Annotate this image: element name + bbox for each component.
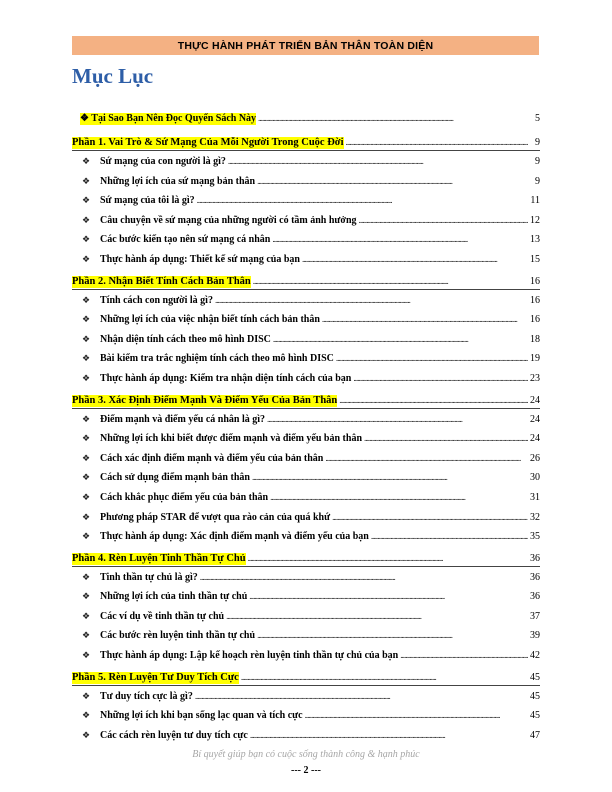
toc-entry-label: Thực hành áp dụng: Kiểm tra nhận diện tính cách của bạn bbox=[100, 372, 352, 384]
toc-page-number: 42 bbox=[530, 650, 540, 662]
toc-entry-label: Những lợi ích của tinh thần tự chủ bbox=[100, 591, 248, 603]
dot-leader bbox=[257, 175, 528, 188]
toc-page-number: 24 bbox=[530, 394, 540, 406]
diamond-bullet-icon: ❖ bbox=[82, 492, 91, 503]
toc-entry-label: Những lợi ích khi bạn sống lạc quan và tích cực bbox=[100, 710, 303, 722]
diamond-bullet-icon: ❖ bbox=[82, 176, 91, 187]
toc-page-number: 30 bbox=[530, 472, 540, 484]
toc-page-number: 45 bbox=[530, 710, 540, 722]
toc-page-number: 24 bbox=[530, 433, 540, 445]
dot-leader bbox=[241, 671, 528, 684]
dot-leader bbox=[253, 275, 528, 288]
toc-entry-label: Các cách rèn luyện tư duy tích cực bbox=[100, 729, 248, 741]
diamond-bullet-icon: ❖ bbox=[82, 414, 91, 425]
toc-entry[interactable] bbox=[72, 467, 540, 487]
toc-page-number: 45 bbox=[530, 690, 540, 702]
toc-page-number: 36 bbox=[530, 591, 540, 603]
toc-entry[interactable] bbox=[72, 725, 540, 745]
toc-entry[interactable] bbox=[72, 526, 540, 546]
toc-entry[interactable] bbox=[72, 606, 540, 626]
dot-leader bbox=[252, 471, 528, 484]
dot-leader bbox=[302, 253, 528, 266]
dot-leader bbox=[371, 530, 528, 543]
diamond-bullet-icon: ❖ bbox=[82, 334, 91, 345]
dot-leader bbox=[226, 610, 528, 623]
toc-entry[interactable] bbox=[72, 409, 540, 429]
dot-leader bbox=[346, 136, 528, 149]
toc-entry-label: Những lợi ích khi biết được điểm mạnh và điểm yếu bản thân bbox=[100, 433, 363, 445]
toc-entry[interactable] bbox=[72, 249, 540, 269]
dot-leader bbox=[258, 112, 528, 125]
diamond-bullet-icon: ❖ bbox=[82, 235, 91, 246]
toc-entry[interactable] bbox=[72, 507, 540, 527]
toc-page-number: 9 bbox=[535, 137, 540, 148]
dot-leader bbox=[250, 729, 528, 742]
toc-entry[interactable] bbox=[72, 567, 540, 587]
toc-page-number: 19 bbox=[530, 353, 540, 365]
dot-leader bbox=[270, 491, 528, 504]
toc-part-label: Phần 5. Rèn Luyện Tư Duy Tích Cực bbox=[72, 671, 239, 683]
toc-page-number: 15 bbox=[530, 253, 540, 265]
toc-part-1[interactable] bbox=[72, 130, 540, 152]
toc-entry-label: Các bước rèn luyện tinh thần tự chủ bbox=[100, 630, 256, 642]
dot-leader bbox=[273, 333, 528, 346]
toc-entry-label: Cách xác định điểm mạnh và điểm yếu của bản thân bbox=[100, 452, 324, 464]
toc-part-4[interactable] bbox=[72, 546, 540, 568]
toc-entry-label: Các bước kiến tạo nên sứ mạng cá nhân bbox=[100, 234, 271, 246]
toc-entry-label: Phương pháp STAR để vượt qua rào cản của quá khứ bbox=[100, 511, 331, 523]
toc-page-number: 16 bbox=[530, 275, 540, 287]
toc-entry-label: Điểm mạnh và điểm yếu cá nhân là gì? bbox=[100, 413, 266, 425]
header-title: THỰC HÀNH PHÁT TRIỂN BẢN THÂN TOÀN DIỆN bbox=[177, 39, 434, 52]
dot-leader bbox=[228, 155, 528, 168]
toc-entry-label: ❖ Tại Sao Bạn Nên Đọc Quyển Sách Này bbox=[80, 113, 257, 124]
toc-page-number: 9 bbox=[535, 175, 540, 187]
diamond-bullet-icon: ❖ bbox=[82, 157, 91, 167]
toc-entry-label: Tinh thần tự chủ là gì? bbox=[100, 571, 198, 583]
diamond-bullet-icon: ❖ bbox=[82, 631, 91, 642]
toc-entry[interactable] bbox=[72, 448, 540, 468]
dot-leader bbox=[257, 629, 528, 642]
diamond-bullet-icon: ❖ bbox=[82, 711, 91, 722]
toc-page-number: 18 bbox=[530, 333, 540, 345]
dot-leader bbox=[305, 709, 528, 722]
dot-leader bbox=[215, 294, 528, 307]
toc-entry-label: Câu chuyện về sứ mạng của những người có tầm ảnh hưởng bbox=[100, 214, 357, 226]
toc-entry-label: Thực hành áp dụng: Xác định điểm mạnh và điểm yếu của bạn bbox=[100, 531, 369, 543]
toc-entry-label: Thực hành áp dụng: Lập kế hoạch rèn luyện tinh thần tự chủ của bạn bbox=[100, 650, 399, 662]
toc-entry[interactable] bbox=[72, 625, 540, 645]
diamond-bullet-icon: ❖ bbox=[82, 434, 91, 445]
toc-page-number: 36 bbox=[530, 552, 540, 564]
toc-page-number: 11 bbox=[530, 195, 540, 207]
toc-page-number: 9 bbox=[535, 156, 540, 167]
toc-entry[interactable] bbox=[72, 290, 540, 310]
toc-page-number: 5 bbox=[535, 113, 540, 124]
toc-entry-label: Sứ mạng của con người là gì? bbox=[100, 156, 226, 167]
toc-entry[interactable] bbox=[72, 705, 540, 725]
toc-page-number: 39 bbox=[530, 630, 540, 642]
dot-leader bbox=[197, 194, 528, 207]
diamond-bullet-icon: ❖ bbox=[82, 373, 91, 384]
toc-part-2[interactable] bbox=[72, 269, 540, 291]
toc-page-number: 24 bbox=[530, 413, 540, 425]
footer-page-number: --- 2 --- bbox=[291, 765, 321, 776]
dot-leader bbox=[339, 394, 528, 407]
toc-entry[interactable] bbox=[72, 210, 540, 230]
dot-leader bbox=[353, 372, 528, 385]
diamond-bullet-icon: ❖ bbox=[82, 354, 91, 365]
diamond-bullet-icon: ❖ bbox=[82, 254, 91, 265]
toc-page-number: 13 bbox=[530, 234, 540, 246]
diamond-bullet-icon: ❖ bbox=[80, 113, 92, 124]
diamond-bullet-icon: ❖ bbox=[82, 532, 91, 543]
toc-page-number: 37 bbox=[530, 610, 540, 622]
toc-entry[interactable] bbox=[72, 229, 540, 249]
toc-page-number: 45 bbox=[530, 671, 540, 683]
dot-leader bbox=[364, 432, 528, 445]
diamond-bullet-icon: ❖ bbox=[82, 730, 91, 741]
dot-leader bbox=[267, 413, 528, 426]
toc-entry-label: Các ví dụ về tinh thần tự chủ bbox=[100, 610, 225, 622]
toc-entry-label: Những lợi ích của việc nhận biết tính cách bản thân bbox=[100, 314, 320, 326]
toc-entry-intro[interactable] bbox=[72, 108, 540, 130]
diamond-bullet-icon: ❖ bbox=[82, 215, 91, 226]
toc-page-number: 35 bbox=[530, 531, 540, 543]
diamond-bullet-icon: ❖ bbox=[82, 295, 91, 306]
toc-entry[interactable] bbox=[72, 309, 540, 329]
diamond-bullet-icon: ❖ bbox=[82, 691, 91, 702]
toc-entry[interactable] bbox=[72, 428, 540, 448]
toc-page-number: 16 bbox=[530, 294, 540, 306]
diamond-bullet-icon: ❖ bbox=[82, 473, 91, 484]
dot-leader bbox=[325, 452, 528, 465]
dot-leader bbox=[359, 214, 528, 227]
footer-text: Bí quyết giúp bạn có cuộc sống thành công & hạnh phúc bbox=[192, 749, 420, 760]
toc-entry[interactable] bbox=[72, 368, 540, 388]
toc-title: Mục Lục bbox=[72, 64, 154, 88]
toc-entry-label: Thực hành áp dụng: Thiết kế sứ mạng của bạn bbox=[100, 253, 300, 265]
toc-page-number: 47 bbox=[530, 729, 540, 741]
diamond-bullet-icon: ❖ bbox=[82, 611, 91, 622]
toc-entry-label: Cách khắc phục điểm yếu của bản thân bbox=[100, 491, 269, 503]
toc-page-number: 16 bbox=[530, 314, 540, 326]
diamond-bullet-icon: ❖ bbox=[82, 572, 91, 583]
toc-page-number: 23 bbox=[530, 372, 540, 384]
toc-entry-label: Tư duy tích cực là gì? bbox=[100, 690, 193, 702]
toc-page-number: 12 bbox=[530, 214, 540, 226]
toc-entry[interactable] bbox=[72, 645, 540, 665]
toc-part-5[interactable] bbox=[72, 665, 540, 687]
dot-leader bbox=[272, 233, 528, 246]
dot-leader bbox=[336, 352, 528, 365]
toc-part-label: Phần 4. Rèn Luyện Tinh Thần Tự Chủ bbox=[72, 552, 246, 564]
page-header bbox=[72, 36, 539, 55]
toc-entry[interactable] bbox=[72, 171, 540, 191]
toc-entry-label: Tính cách con người là gì? bbox=[100, 294, 213, 306]
toc-page-number: 36 bbox=[530, 571, 540, 583]
toc-entry-label: Sứ mạng của tôi là gì? bbox=[100, 195, 195, 207]
dot-leader bbox=[195, 690, 528, 703]
toc-entry[interactable] bbox=[72, 686, 540, 706]
diamond-bullet-icon: ❖ bbox=[82, 592, 91, 603]
toc-page-number: 26 bbox=[530, 452, 540, 464]
toc-entry[interactable] bbox=[72, 151, 540, 171]
toc-part-3[interactable] bbox=[72, 388, 540, 410]
diamond-bullet-icon: ❖ bbox=[82, 512, 91, 523]
dot-leader bbox=[332, 511, 528, 524]
toc-entry-label: Cách sử dụng điểm mạnh bản thân bbox=[100, 472, 250, 484]
toc-entry-label: Nhận diện tính cách theo mô hình DISC bbox=[100, 333, 271, 345]
dot-leader bbox=[400, 649, 528, 662]
toc-entry-label: Những lợi ích của sứ mạng bản thân bbox=[100, 175, 256, 187]
table-of-contents bbox=[72, 108, 540, 744]
dot-leader bbox=[249, 590, 528, 603]
toc-entry-label: Bài kiểm tra trắc nghiệm tính cách theo mô hình DISC bbox=[100, 353, 334, 365]
toc-page-number: 32 bbox=[530, 511, 540, 523]
toc-page-number: 31 bbox=[530, 491, 540, 503]
toc-part-label: Phần 2. Nhận Biết Tính Cách Bản Thân bbox=[72, 275, 251, 287]
toc-entry[interactable] bbox=[72, 348, 540, 368]
diamond-bullet-icon: ❖ bbox=[82, 453, 91, 464]
toc-entry[interactable] bbox=[72, 329, 540, 349]
dot-leader bbox=[200, 571, 528, 584]
toc-entry[interactable] bbox=[72, 586, 540, 606]
dot-leader bbox=[322, 313, 528, 326]
diamond-bullet-icon: ❖ bbox=[82, 196, 91, 207]
toc-part-label: Phần 3. Xác Định Điểm Mạnh Và Điểm Yếu Của Bản Thân bbox=[72, 394, 338, 406]
dot-leader bbox=[248, 552, 528, 565]
toc-part-label: Phần 1. Vai Trò & Sứ Mạng Của Mỗi Người Trong Cuộc Đời bbox=[72, 137, 344, 148]
diamond-bullet-icon: ❖ bbox=[82, 651, 91, 662]
toc-entry[interactable] bbox=[72, 190, 540, 210]
toc-entry[interactable] bbox=[72, 487, 540, 507]
diamond-bullet-icon: ❖ bbox=[82, 315, 91, 326]
